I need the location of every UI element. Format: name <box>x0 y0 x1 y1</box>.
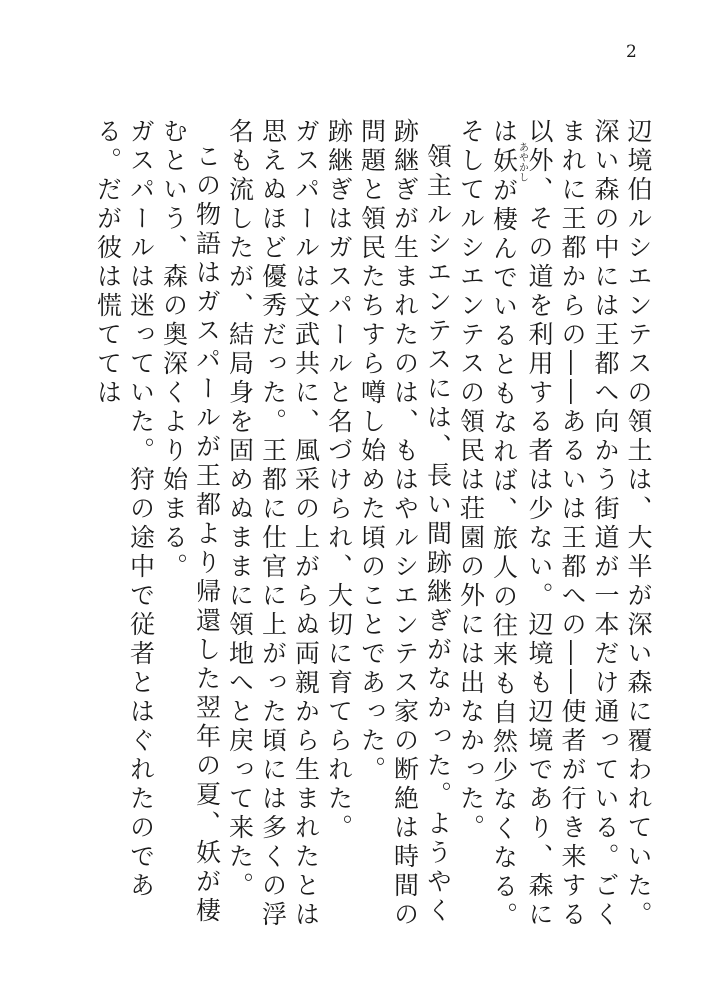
paragraph-1-text-b: が棲んでいるともなれば、旅人の往来も自然少なくなる。そしてルシエンテスの領民は荘園の外には出なかった。 <box>456 118 519 931</box>
paragraph-5: この物語はガスパールが王都より帰還した翌年の夏、妖が棲むという、森の奥深くより始まる。 <box>159 118 222 926</box>
ruby-ayakashi <box>489 142 528 182</box>
page-number: 2 <box>626 42 637 62</box>
paragraph-3: 跡継ぎはガスパールと名づけられ、大切に育てられた。 <box>324 118 354 843</box>
paragraph-1-text-a: 辺境伯ルシエンテスの領土は、大半が深い森に覆われていた。深い森の中には王都へ向かう街道が一本だけ通っている。ごくまれに王都からの――あるいは王都への――使者が行き来する以外、その道を利用する者は少ない。辺境も辺境であり、森には <box>489 118 653 930</box>
ruby-base: 妖 <box>489 142 519 182</box>
paragraph-6: ガスパールは迷っていた。狩の途中で従者とはぐれたのである。だが彼は慌てては <box>93 118 156 901</box>
paragraph-1 <box>455 118 656 948</box>
paragraph-2: 領主ルシエンテスには、長い間跡継ぎがなかった。ようやく跡継ぎが生まれたのは、もはやルシエンテス家の断絶は時間の問題と領民たちすら噂し始めた頃のことであった。 <box>357 118 453 930</box>
ruby-reading: あやかし <box>516 142 528 182</box>
vertical-text-body <box>70 118 655 948</box>
paragraph-4: ガスパールは文武共に、風采の上がらぬ両親から生まれたとは思えぬほど優秀だった。王都に仕官に上がった頃には多くの浮名も流したが、結局身を固めぬままに領地へと戻って来た。 <box>225 118 321 930</box>
